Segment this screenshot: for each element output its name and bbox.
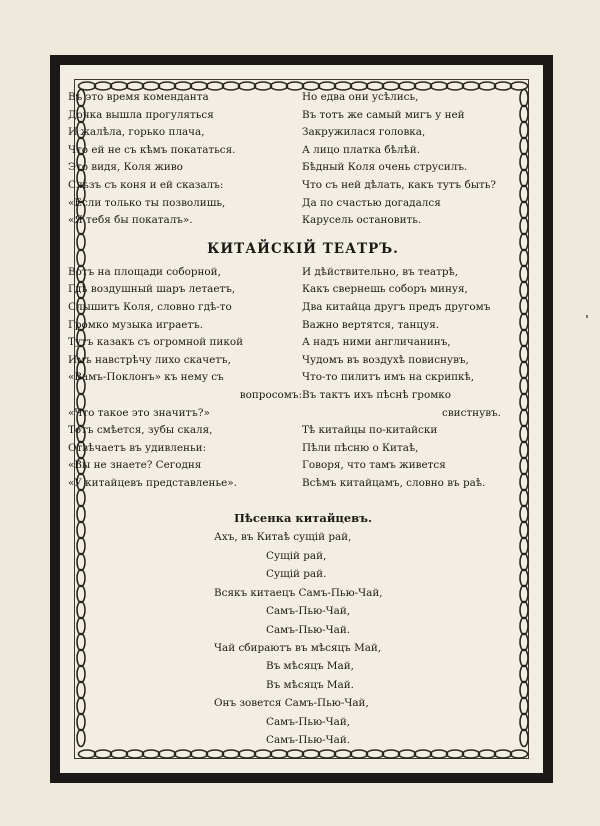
chain-link [415, 750, 432, 758]
verse-line: Закружилася головка, [302, 126, 426, 139]
verse-line: А лицо платка бѣлѣй. [302, 143, 421, 156]
verse-line: Пѣли пѣсню о Китаѣ, [302, 441, 419, 454]
verse-line: Громко музыка играетъ. [68, 318, 204, 331]
section-title: КИТАЙСКІЙ ТЕАТРЪ. [207, 240, 399, 257]
verse-line: Два китайца другъ предъ другомъ [302, 300, 491, 313]
song-refrain: Самъ-Пью-Чай. [266, 623, 351, 636]
verse-line: Тутъ казакъ съ огромной пикой [68, 336, 244, 349]
stanza-1-left-column [68, 89, 302, 230]
song-refrain: Въ мѣсяцъ Май, [266, 660, 354, 673]
song-title: Пѣсенка китайцевъ. [233, 511, 372, 526]
song-refrain: Сущій рай. [266, 568, 327, 581]
chain-link [271, 750, 288, 758]
stanza-1-right-column [302, 89, 538, 230]
chain-link [287, 750, 304, 758]
song-line: Ахъ, въ Китаѣ сущій рай, [214, 531, 352, 544]
stanza-1 [68, 89, 538, 230]
verse-line: Тотъ смѣется, зубы скаля, [68, 424, 213, 437]
chain-link [175, 750, 192, 758]
chain-link [367, 750, 384, 758]
verse-line: «Вамъ-Поклонъ» къ нему съ [68, 371, 224, 384]
verse-line: Всѣмъ китайцамъ, словно въ раѣ. [302, 476, 486, 489]
stanza-2 [68, 264, 538, 493]
chain-link [511, 750, 528, 758]
verse-line: Слѣзъ съ коня и ей сказалъ: [68, 178, 224, 191]
verse-line: Въ это время коменданта [68, 91, 209, 103]
chain-link [255, 750, 272, 758]
verse-line: Карусель остановить. [302, 214, 422, 227]
stanza-2-right-column [302, 264, 538, 493]
verse-line: Гдѣ воздушный шаръ летаетъ, [68, 283, 236, 296]
page-content [68, 89, 538, 749]
verse-line: «Если только ты позволишь, [68, 196, 226, 209]
chain-link [463, 750, 480, 758]
song-line: Чай сбираютъ въ мѣсяцъ Май, [214, 641, 382, 654]
verse-line: Говоря, что тамъ живется [302, 459, 446, 472]
verse-line: «У китайцевъ представленье». [68, 476, 237, 489]
verse-line: Тѣ китайцы по-китайски [302, 424, 438, 437]
song-line: Всякъ китаецъ Самъ-Пью-Чай, [214, 586, 383, 599]
verse-line-continuation: свистнувъ. [442, 406, 501, 419]
chain-link [399, 750, 416, 758]
chain-link [431, 750, 448, 758]
verse-line: Но едва они усѣлись, [302, 91, 419, 103]
chain-link [303, 750, 320, 758]
song-refrain: Въ мѣсяцъ Май. [266, 678, 354, 691]
chain-link [383, 750, 400, 758]
verse-line: И жалѣла, горько плача, [68, 126, 205, 139]
chain-link [143, 750, 160, 758]
verse-line: Бѣдный Коля очень струсилъ. [302, 161, 468, 174]
verse-line: Въ тотъ же самый мигъ у ней [302, 108, 465, 121]
verse-line: Имъ навстрѣчу лихо скачетъ, [68, 353, 231, 366]
verse-line: И дѣйствительно, въ театрѣ, [302, 265, 459, 278]
verse-line: Важно вертятся, танцуя. [302, 318, 440, 331]
chain-link [79, 750, 96, 758]
chain-link [495, 750, 512, 758]
verse-line: Это видя, Коля живо [68, 161, 183, 174]
chain-link [191, 750, 208, 758]
verse-line: «Что такое это значитъ?» [68, 406, 210, 419]
verse-line: Какъ свернешь соборъ минуя, [302, 283, 468, 296]
chain-link [95, 750, 112, 758]
verse-line: «Вы не знаете? Сегодня [68, 459, 202, 472]
chain-link [207, 750, 224, 758]
song-refrain: Самъ-Пью-Чай. [266, 733, 351, 746]
verse-line: Что-то пилитъ имъ на скрипкѣ, [302, 371, 475, 384]
verse-line: «Я тебя бы покаталъ». [68, 214, 193, 227]
verse-line: Въ тактъ ихъ пѣснѣ громко [302, 388, 452, 401]
song-refrain: Самъ-Пью-Чай, [266, 715, 351, 728]
chain-link [479, 750, 496, 758]
song-verses [68, 528, 538, 749]
chain-link [223, 750, 240, 758]
chain-link [159, 750, 176, 758]
chain-link [111, 750, 128, 758]
chain-link [447, 750, 464, 758]
verse-line: Чудомъ въ воздухѣ повиснувъ, [302, 353, 469, 366]
song-refrain: Самъ-Пью-Чай, [266, 605, 351, 618]
verse-line: Да по счастью догадался [302, 196, 441, 209]
chain-link [351, 750, 368, 758]
chain-link [335, 750, 352, 758]
stanza-2-left-column [68, 264, 302, 493]
song-refrain: Сущій рай, [266, 549, 327, 562]
verse-line: Что ей не съ кѣмъ покататься. [68, 143, 236, 156]
chain-link [319, 750, 336, 758]
verse-line-continuation: вопросомъ: [239, 388, 302, 401]
chain-link [127, 750, 144, 758]
song-line: Онъ зовется Самъ-Пью-Чай, [214, 697, 369, 710]
verse-line: Отвѣчаетъ въ удивленьи: [68, 441, 207, 454]
verse-line: А надъ ними англичанинъ, [302, 336, 451, 349]
page-mark [586, 315, 588, 318]
verse-line: Слышитъ Коля, словно гдѣ-то [68, 300, 232, 313]
verse-line: Дочка вышла прогуляться [68, 108, 214, 121]
verse-line: Что съ ней дѣлать, какъ тутъ быть? [302, 178, 496, 191]
verse-line: Вотъ на площади соборной, [68, 265, 221, 278]
chain-link [239, 750, 256, 758]
